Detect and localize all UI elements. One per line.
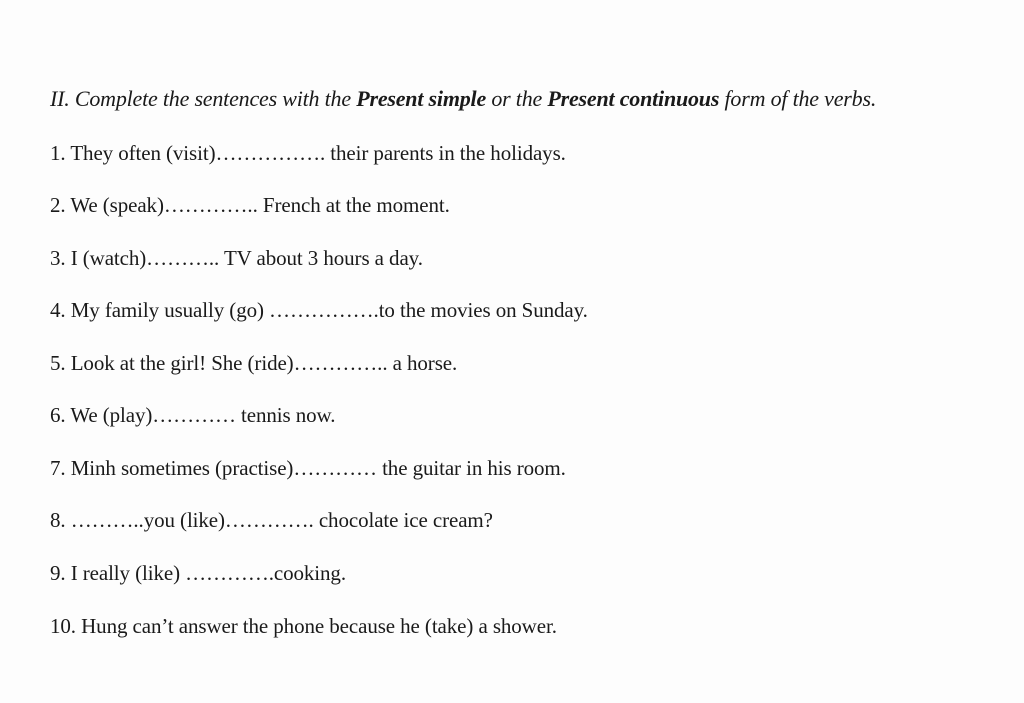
exercise-heading [50,86,876,112]
sentence-8: 8. ………..you (like)…………. chocolate ice cream? [50,508,493,532]
sentence-4: 4. My family usually (go) …………….to the movies on Sunday. [50,298,588,322]
heading-middle: or the [486,86,548,111]
heading-suffix: form of the verbs. [719,86,877,111]
sentence-5: 5. Look at the girl! She (ride)………….. a horse. [50,351,458,375]
sentence-10: 10. Hung can’t answer the phone because he (take) a shower. [50,614,557,638]
heading-prefix: II. Complete the sentences with the [50,86,357,111]
sentence-9: 9. I really (like) ………….cooking. [50,561,346,585]
sentence-6: 6. We (play)………… tennis now. [50,403,336,427]
heading-bold-present-simple: Present simple [356,86,487,111]
sentence-1: 1. They often (visit)……………. their parents in the holidays. [50,141,566,165]
heading-bold-present-continuous: Present continuous [547,86,720,111]
sentence-2: 2. We (speak)………….. French at the moment. [50,193,450,217]
sentence-7: 7. Minh sometimes (practise)………… the guitar in his room. [50,456,566,480]
sentence-3: 3. I (watch)……….. TV about 3 hours a day. [50,246,423,270]
